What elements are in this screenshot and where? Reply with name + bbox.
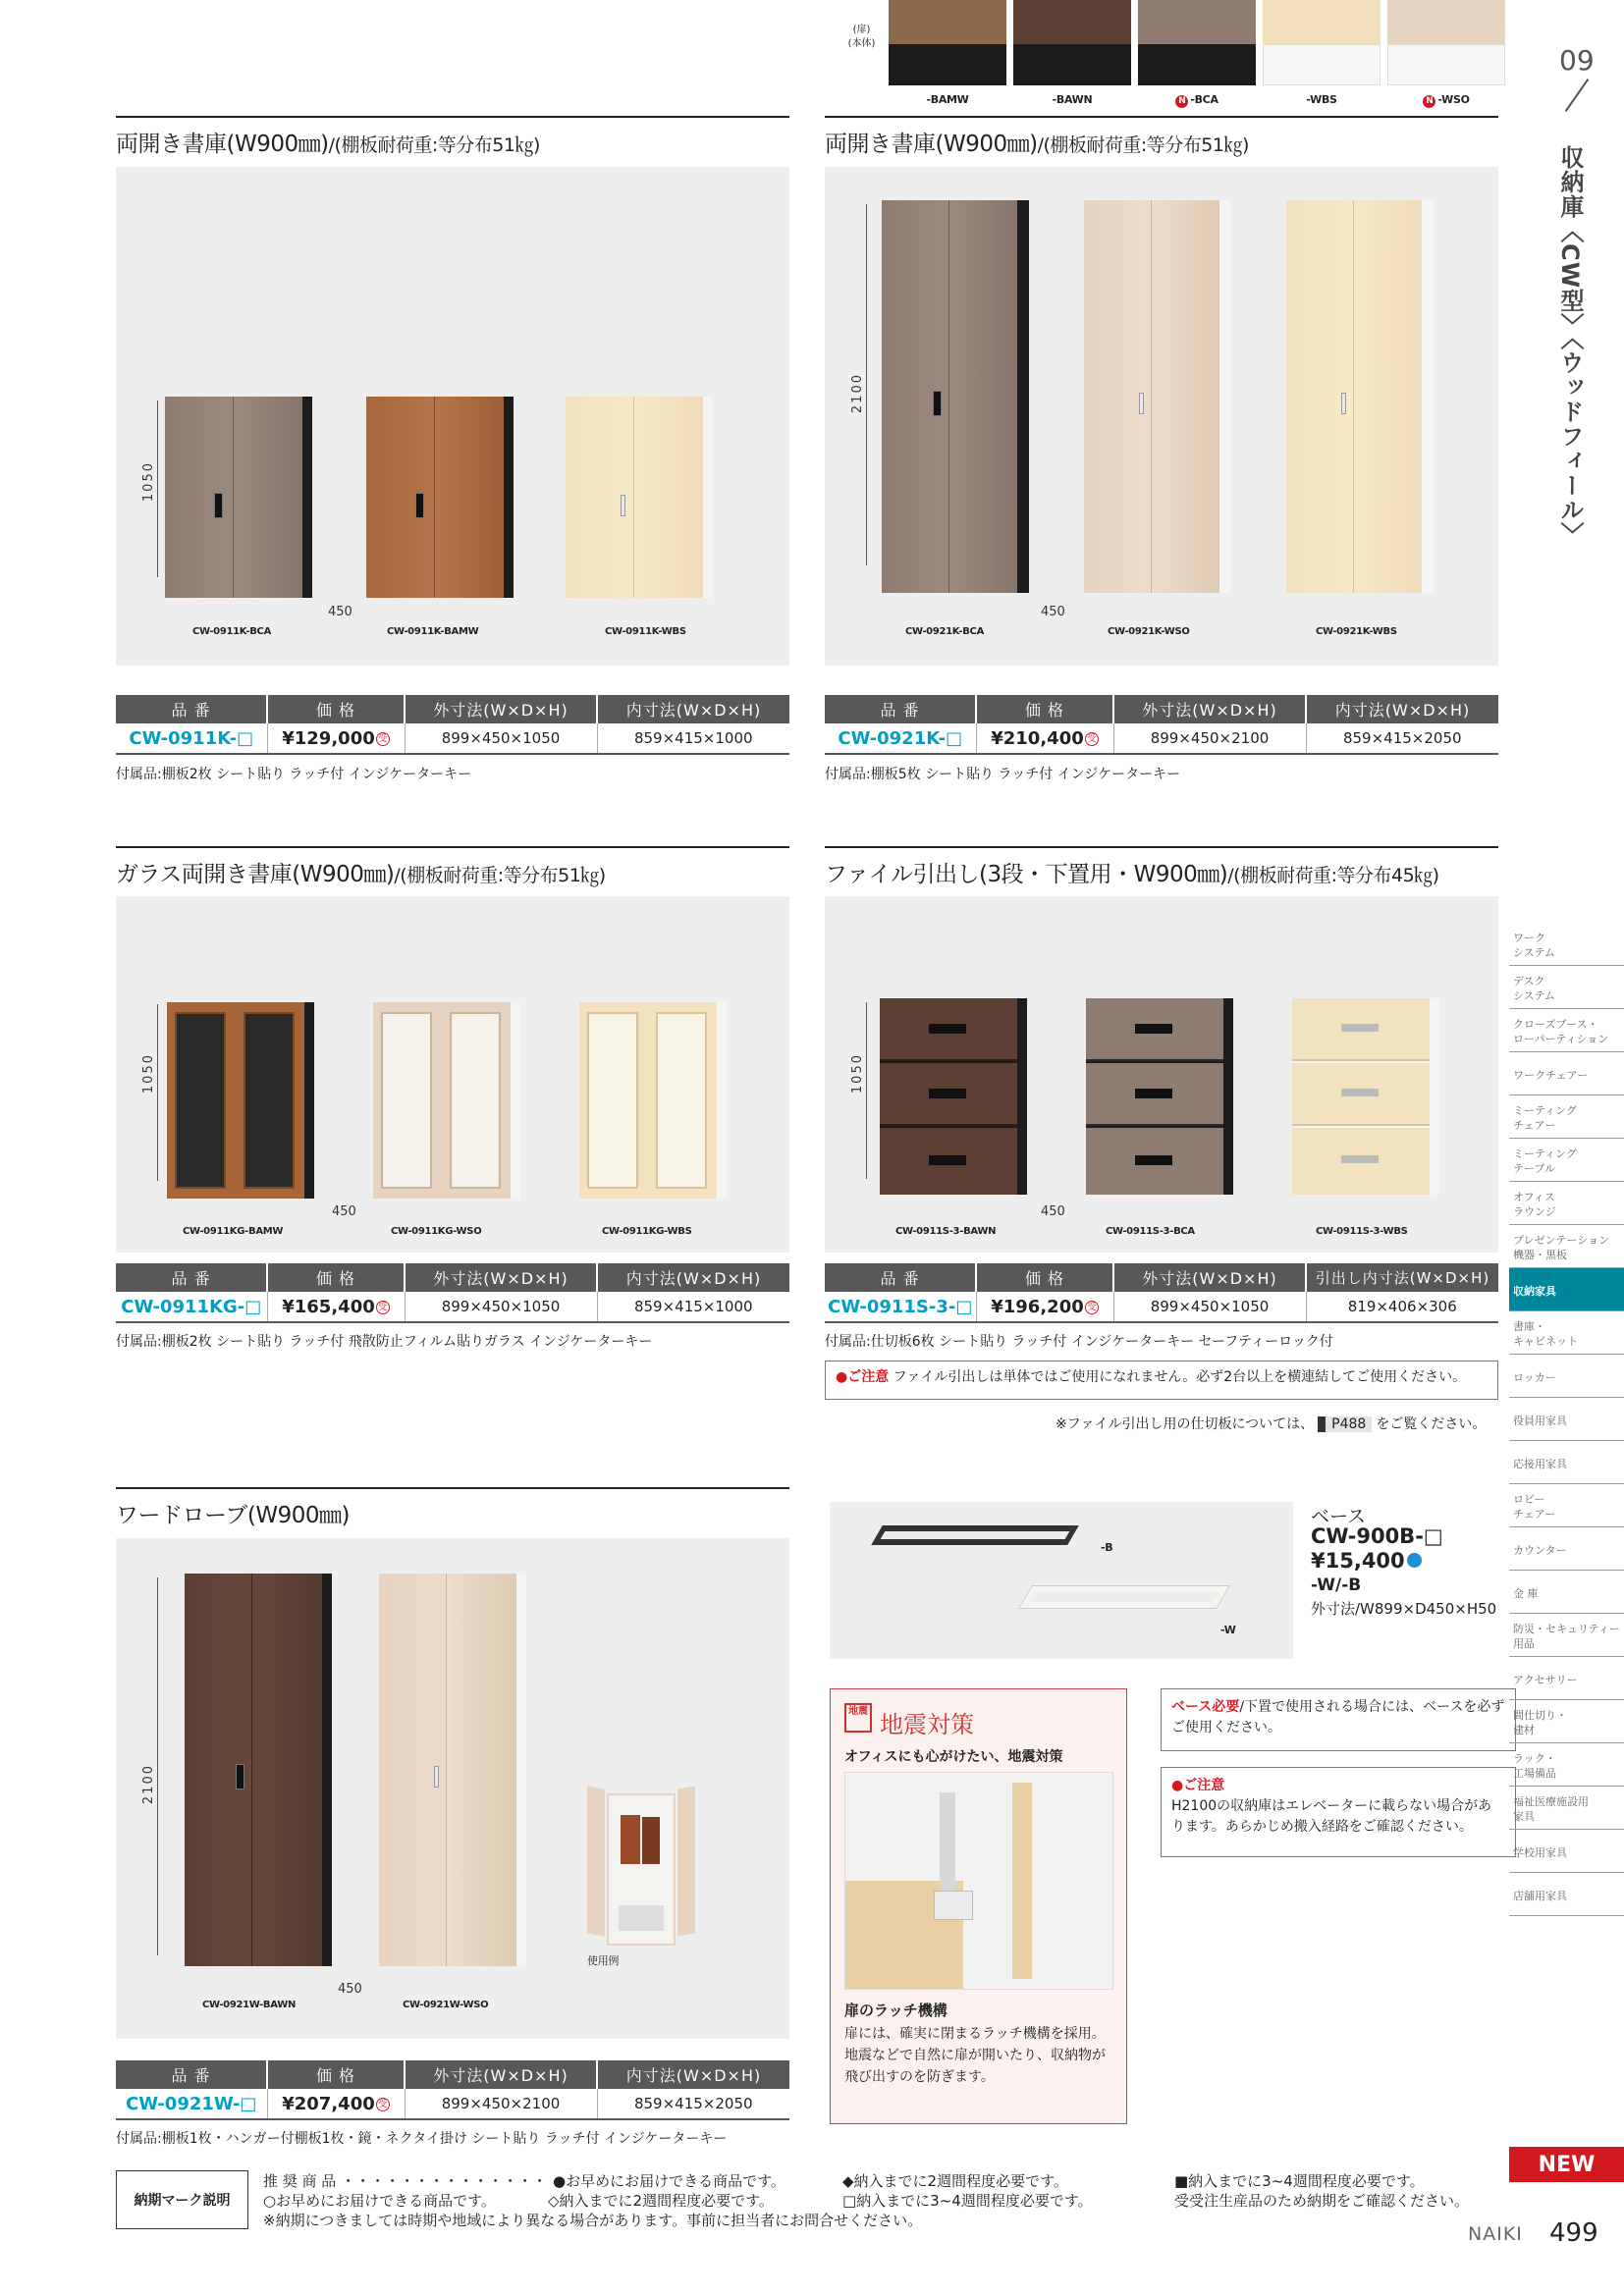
sidebar-category-item[interactable]: 収納家具 bbox=[1509, 1268, 1624, 1311]
section-title-text: ファイル引出し(3段・下置用・W900㎜) bbox=[825, 862, 1228, 887]
body-color bbox=[1387, 44, 1505, 85]
handle-icon bbox=[621, 495, 625, 516]
product-price bbox=[267, 723, 405, 754]
cabinet-bca bbox=[165, 397, 312, 598]
height-dim: 1050 bbox=[850, 1053, 865, 1095]
spec-table-0911k bbox=[116, 695, 789, 755]
base-dims: 外寸法/W899×D450×H50 bbox=[1311, 1600, 1497, 1618]
legend-item: ■納入までに3~4週間程度必要です。 bbox=[1174, 2172, 1425, 2190]
cabinet-glass-wbs bbox=[579, 1002, 727, 1199]
base-image bbox=[830, 1502, 1293, 1659]
height-dim-line bbox=[866, 1002, 867, 1179]
inner-dims: 859×415×1000 bbox=[597, 1292, 789, 1322]
header-outer: 外寸法(W×D×H) bbox=[405, 2060, 597, 2089]
color-swatch bbox=[1387, 0, 1505, 85]
product-label: CW-0921W-WSO bbox=[403, 2000, 489, 2010]
depth-dim: 450 bbox=[1041, 605, 1065, 619]
product-label: CW-0911S-3-BCA bbox=[1106, 1226, 1195, 1237]
base-code: CW-900B-□ bbox=[1311, 1524, 1443, 1548]
latch-caption-title: 扉のラッチ機構 bbox=[844, 2002, 947, 2019]
product-image-0921w bbox=[116, 1538, 789, 2039]
height-dim-line bbox=[157, 1577, 158, 1955]
sidebar-category-item[interactable]: カウンター bbox=[1509, 1527, 1624, 1571]
accessories: 付属品:棚板5枚 シート貼り ラッチ付 インジケーターキー bbox=[825, 767, 1181, 782]
door-color bbox=[889, 0, 1006, 44]
height-caution-note bbox=[1161, 1767, 1516, 1857]
sidebar-category-item[interactable]: 金 庫 bbox=[1509, 1571, 1624, 1614]
price-value: ¥196,200 bbox=[991, 1296, 1084, 1317]
swatch-code-text: -BAWN bbox=[1052, 93, 1093, 106]
product-label: CW-0921K-BCA bbox=[905, 626, 985, 637]
handle-icon bbox=[214, 493, 223, 518]
accessories: 付属品:仕切板6枚 シート貼り ラッチ付 インジケーターキー セーフティーロック付 bbox=[825, 1334, 1333, 1350]
chapter-number: 09 bbox=[1559, 44, 1595, 77]
color-swatch bbox=[1138, 0, 1256, 85]
door-color bbox=[1387, 0, 1505, 44]
header-code: 品 番 bbox=[116, 2060, 267, 2089]
depth-dim: 450 bbox=[1041, 1204, 1065, 1219]
legend-item: ○お早めにお届けできる商品です。 bbox=[263, 2192, 496, 2210]
header-outer: 外寸法(W×D×H) bbox=[1113, 695, 1306, 723]
section-subtitle: /(棚板耐荷重:等分布45㎏) bbox=[1227, 865, 1439, 886]
sidebar-category-item[interactable]: ロッカー bbox=[1509, 1355, 1624, 1398]
handle-icon bbox=[434, 1766, 439, 1788]
drawer-cabinet-bca bbox=[1086, 998, 1233, 1195]
door-color bbox=[1263, 0, 1380, 44]
product-label: CW-0911S-3-WBS bbox=[1316, 1226, 1408, 1237]
product-label: CW-0911KG-WBS bbox=[602, 1226, 692, 1237]
header-code: 品 番 bbox=[116, 695, 267, 723]
made-to-order-icon: 受 bbox=[1085, 732, 1099, 746]
outer-dims: 899×450×2100 bbox=[405, 2089, 597, 2119]
legend-item: ●お早めにお届けできる商品です。 bbox=[553, 2172, 785, 2190]
product-code: CW-0911S-3-□ bbox=[825, 1292, 976, 1322]
legend-label: 納期マーク説明 bbox=[116, 2170, 248, 2229]
handle-icon bbox=[1341, 393, 1346, 414]
product-image-0911k bbox=[116, 167, 789, 666]
sidebar-category-item[interactable]: ミーティング テーブル bbox=[1509, 1139, 1624, 1182]
page-number: 499 bbox=[1549, 2218, 1598, 2248]
earthquake-box bbox=[830, 1688, 1127, 2124]
cabinet-bca bbox=[882, 200, 1029, 593]
spec-table-0921k bbox=[825, 695, 1498, 755]
header-inner: 内寸法(W×D×H) bbox=[597, 2060, 789, 2089]
made-to-order-icon: 受 bbox=[376, 2098, 390, 2111]
inner-dims: 859×415×1000 bbox=[597, 723, 789, 754]
door-color bbox=[1138, 0, 1256, 44]
section-title-text: 両開き書庫(W900㎜) bbox=[116, 132, 329, 157]
sidebar-category-item[interactable]: ロビー チェアー bbox=[1509, 1484, 1624, 1527]
outer-dims: 899×450×1050 bbox=[405, 723, 597, 754]
product-price bbox=[976, 723, 1113, 754]
quake-title: 地震対策 bbox=[880, 1711, 974, 1738]
door-color bbox=[1013, 0, 1131, 44]
header-inner: 内寸法(W×D×H) bbox=[597, 695, 789, 723]
spec-table-0911s3 bbox=[825, 1263, 1498, 1323]
swatch-code bbox=[1263, 93, 1380, 106]
sidebar-category-item[interactable]: 役員用家具 bbox=[1509, 1398, 1624, 1441]
cabinet-glass-bamw bbox=[167, 1002, 314, 1199]
inner-dims: 819×406×306 bbox=[1306, 1292, 1498, 1322]
price-value: ¥210,400 bbox=[991, 727, 1084, 749]
product-label: CW-0921K-WBS bbox=[1316, 626, 1397, 637]
product-label: CW-0911K-BAMW bbox=[387, 626, 479, 637]
body-color bbox=[1263, 44, 1380, 85]
made-to-order-icon: 受 bbox=[376, 732, 390, 746]
base-variants: -W/-B bbox=[1311, 1575, 1362, 1595]
depth-dim: 450 bbox=[328, 605, 352, 619]
latch-caption-text: 扉には、確実に閉まるラッチ機構を採用。地震などで自然に扉が開いたり、収納物が飛び出すのを防ぎます。 bbox=[844, 2026, 1106, 2085]
base-required-text: /下置で使用される場合には、ベースを必ずご使用ください。 bbox=[1171, 1699, 1505, 1735]
sidebar-category-item[interactable]: アクセサリー bbox=[1509, 1657, 1624, 1700]
sidebar-category-item[interactable]: ワークチェアー bbox=[1509, 1052, 1624, 1095]
cabinet-bamw bbox=[366, 397, 514, 598]
header-code: 品 番 bbox=[825, 695, 976, 723]
swatch-code-text: -WSO bbox=[1437, 93, 1470, 106]
color-swatch bbox=[1263, 0, 1380, 85]
header-code: 品 番 bbox=[825, 1263, 976, 1292]
quake-subtitle: オフィスにも心がけたい、地震対策 bbox=[844, 1749, 1063, 1765]
header-outer: 外寸法(W×D×H) bbox=[1113, 1263, 1306, 1292]
height-dim: 2100 bbox=[850, 373, 865, 414]
product-label: CW-0911KG-WSO bbox=[391, 1226, 482, 1237]
product-label: CW-0911K-BCA bbox=[192, 626, 272, 637]
section-subtitle: /(棚板耐荷重:等分布51㎏) bbox=[1037, 134, 1249, 156]
swatch-code bbox=[1138, 93, 1256, 108]
cabinet-wbs bbox=[1286, 200, 1434, 593]
cabinet-glass-wso bbox=[373, 1002, 520, 1199]
inner-dims: 859×415×2050 bbox=[597, 2089, 789, 2119]
category-sidebar bbox=[1509, 923, 1624, 1916]
body-color bbox=[1013, 44, 1131, 85]
section-title-text: ガラス両開き書庫(W900㎜) bbox=[116, 862, 395, 887]
product-label: CW-0921K-WSO bbox=[1108, 626, 1190, 637]
sidebar-category-item[interactable]: 間仕切り・ 建材 bbox=[1509, 1700, 1624, 1743]
handle-icon bbox=[933, 391, 942, 416]
legend-item: 受受注生産品のため納期をご確認ください。 bbox=[1174, 2192, 1470, 2210]
new-badge: NEW bbox=[1509, 2147, 1624, 2182]
drawer-caution bbox=[825, 1361, 1498, 1400]
section-title-0911s3 bbox=[825, 846, 1498, 888]
sidebar-category-item[interactable]: クローズブース・ ローパーティション bbox=[1509, 1009, 1624, 1052]
product-price bbox=[267, 1292, 405, 1322]
base-white bbox=[1020, 1586, 1229, 1608]
height-dim: 2100 bbox=[141, 1764, 156, 1805]
sidebar-category-item[interactable]: デスク システム bbox=[1509, 966, 1624, 1009]
header-price: 価 格 bbox=[267, 695, 405, 723]
section-title-0911k bbox=[116, 116, 789, 158]
product-label: CW-0911K-WBS bbox=[605, 626, 686, 637]
section-title-0921k bbox=[825, 116, 1498, 158]
height-caution-text: H2100の収納庫はエレベーターに載らない場合があります。あらかじめ搬入経路をご確認ください。 bbox=[1171, 1798, 1492, 1835]
ref-text: ※ファイル引出し用の仕切板については、 bbox=[1056, 1416, 1315, 1432]
header-inner: 内寸法(W×D×H) bbox=[1306, 695, 1498, 723]
chapter-title: 収納庫〈CW型〉〈ウッドフィール〉 bbox=[1556, 145, 1584, 548]
sidebar-category-item[interactable]: 店舗用家具 bbox=[1509, 1873, 1624, 1916]
base-black bbox=[871, 1525, 1079, 1545]
height-caution-label: ●ご注意 bbox=[1171, 1778, 1225, 1793]
handle-icon bbox=[236, 1764, 244, 1789]
section-title-0921w bbox=[116, 1487, 789, 1529]
section-subtitle: /(棚板耐荷重:等分布51㎏) bbox=[328, 134, 540, 156]
base-price-row bbox=[1311, 1549, 1422, 1573]
product-label: CW-0911KG-BAMW bbox=[183, 1226, 284, 1237]
height-dim: 1050 bbox=[141, 461, 156, 503]
swatch-code bbox=[1387, 93, 1505, 108]
swatch-code-text: -BCA bbox=[1190, 93, 1218, 106]
delivery-legend bbox=[116, 2170, 1490, 2229]
handle-icon bbox=[415, 493, 424, 518]
footer-brand: NAIKI bbox=[1468, 2223, 1523, 2245]
base-label-b: -B bbox=[1101, 1541, 1113, 1554]
header-price: 価 格 bbox=[267, 1263, 405, 1292]
price-value: ¥165,400 bbox=[282, 1296, 375, 1317]
price-value: ¥207,400 bbox=[282, 2093, 375, 2114]
depth-dim: 450 bbox=[332, 1204, 356, 1219]
partition-reference bbox=[1056, 1414, 1486, 1433]
quake-mark-icon: 地震 bbox=[844, 1703, 872, 1733]
header-code: 品 番 bbox=[116, 1263, 267, 1292]
usage-example-image bbox=[587, 1784, 705, 1949]
height-dim-line bbox=[157, 1004, 158, 1181]
wardrobe-bawn bbox=[185, 1574, 332, 1966]
product-price bbox=[976, 1292, 1113, 1322]
product-label: CW-0921W-BAWN bbox=[202, 2000, 297, 2010]
header-inner: 内寸法(W×D×H) bbox=[597, 1263, 789, 1292]
color-swatch bbox=[889, 0, 1006, 85]
legend-note: ※納期につきましては時期や地域により異なる場合があります。事前に担当者にお問合せください。 bbox=[263, 2212, 923, 2229]
swatch-code-text: -WBS bbox=[1306, 93, 1337, 106]
height-dim: 1050 bbox=[141, 1053, 156, 1095]
product-code: CW-0911KG-□ bbox=[116, 1292, 267, 1322]
swatch-code bbox=[889, 93, 1006, 106]
product-code: CW-0921W-□ bbox=[116, 2089, 267, 2119]
product-image-0911s3 bbox=[825, 896, 1498, 1253]
color-swatch bbox=[1013, 0, 1131, 85]
sidebar-category-item[interactable]: 応接用家具 bbox=[1509, 1441, 1624, 1484]
sidebar-category-item[interactable]: 防災・セキュリティー 用品 bbox=[1509, 1614, 1624, 1657]
price-value: ¥129,000 bbox=[282, 727, 375, 749]
product-image-0911kg bbox=[116, 896, 789, 1253]
usage-label: 使用例 bbox=[587, 1954, 620, 1967]
header-drawer-inner: 引出し内寸法(W×D×H) bbox=[1306, 1263, 1498, 1292]
base-title: ベース bbox=[1311, 1506, 1367, 1527]
latch-image bbox=[844, 1772, 1113, 1990]
swatch-code bbox=[1013, 93, 1131, 106]
in-stock-icon bbox=[1407, 1553, 1422, 1568]
accessories: 付属品:棚板2枚 シート貼り ラッチ付 飛散防止フィルム貼りガラス インジケーターキー bbox=[116, 1334, 653, 1350]
body-color bbox=[1138, 44, 1256, 85]
header-price: 価 格 bbox=[976, 695, 1113, 723]
spec-table-0911kg bbox=[116, 1263, 789, 1323]
legend-item: ◆納入までに2週間程度必要です。 bbox=[842, 2172, 1068, 2190]
cabinet-wso bbox=[1084, 200, 1231, 593]
sidebar-category-item[interactable]: 学校用家具 bbox=[1509, 1830, 1624, 1873]
header-outer: 外寸法(W×D×H) bbox=[405, 1263, 597, 1292]
depth-dim: 450 bbox=[338, 1982, 362, 1997]
made-to-order-icon: 受 bbox=[376, 1301, 390, 1314]
handle-icon bbox=[1139, 393, 1144, 414]
inner-dims: 859×415×2050 bbox=[1306, 723, 1498, 754]
section-title-0911kg bbox=[116, 846, 789, 888]
made-to-order-icon: 受 bbox=[1085, 1301, 1099, 1314]
new-mark-icon: N bbox=[1423, 95, 1435, 108]
sidebar-category-item[interactable]: オフィス ラウンジ bbox=[1509, 1182, 1624, 1225]
outer-dims: 899×450×1050 bbox=[405, 1292, 597, 1322]
legend-item: □納入までに3~4週間程度必要です。 bbox=[842, 2192, 1093, 2210]
header-price: 価 格 bbox=[976, 1263, 1113, 1292]
section-title-text: 両開き書庫(W900㎜) bbox=[825, 132, 1038, 157]
base-price: ¥15,400 bbox=[1311, 1549, 1405, 1573]
section-title-text: ワードローブ(W900㎜) bbox=[116, 1503, 350, 1528]
sidebar-category-item[interactable]: プレゼンテーション 機器・黒板 bbox=[1509, 1225, 1624, 1268]
outer-dims: 899×450×1050 bbox=[1113, 1292, 1306, 1322]
base-label-w: -W bbox=[1220, 1624, 1236, 1636]
outer-dims: 899×450×2100 bbox=[1113, 723, 1306, 754]
caution-text: ファイル引出しは単体ではご使用になれません。必ず2台以上を横連結してご使用ください。 bbox=[893, 1369, 1467, 1385]
swatch-label: (扉) (本体) bbox=[847, 25, 876, 49]
ref-text-end: をご覧ください。 bbox=[1376, 1416, 1487, 1432]
drawer-cabinet-bawn bbox=[880, 998, 1027, 1195]
header-outer: 外寸法(W×D×H) bbox=[405, 695, 597, 723]
wardrobe-wso bbox=[379, 1574, 526, 1966]
drawer-cabinet-wbs bbox=[1292, 998, 1439, 1195]
body-color bbox=[889, 44, 1006, 85]
height-dim-line bbox=[157, 400, 158, 577]
product-image-0921k bbox=[825, 167, 1498, 666]
base-required-note bbox=[1161, 1688, 1516, 1751]
swatch-code-text: -BAMW bbox=[926, 93, 969, 106]
cabinet-wbs-graphic bbox=[566, 397, 713, 598]
product-price bbox=[267, 2089, 405, 2119]
accessories: 付属品:棚板1枚・ハンガー付棚板1枚・鏡・ネクタイ掛け シート貼り ラッチ付 インジケーターキー bbox=[116, 2131, 728, 2147]
caution-label: ●ご注意 bbox=[836, 1369, 890, 1385]
product-code: CW-0921K-□ bbox=[825, 723, 976, 754]
sidebar-category-item[interactable]: 書庫・ キャビネット bbox=[1509, 1311, 1624, 1355]
sidebar-category-item[interactable]: ラック・ 工場備品 bbox=[1509, 1743, 1624, 1787]
sidebar-category-item[interactable]: ワーク システム bbox=[1509, 923, 1624, 966]
sidebar-category-item[interactable]: ミーティング チェアー bbox=[1509, 1095, 1624, 1139]
legend-item: 推 奨 商 品 ・・・・・・・・・・・・・・ bbox=[263, 2172, 548, 2190]
sidebar-category-item[interactable]: 福祉医療施設用 家具 bbox=[1509, 1787, 1624, 1830]
product-code: CW-0911K-□ bbox=[116, 723, 267, 754]
base-required-label: ベース必要 bbox=[1171, 1699, 1240, 1715]
chapter-divider bbox=[1565, 79, 1590, 112]
page-ref-link[interactable]: P488 bbox=[1318, 1416, 1372, 1432]
section-subtitle: /(棚板耐荷重:等分布51㎏) bbox=[394, 865, 606, 886]
legend-item: ◇納入までに2週間程度必要です。 bbox=[548, 2192, 774, 2210]
header-price: 価 格 bbox=[267, 2060, 405, 2089]
height-dim-line bbox=[866, 204, 867, 565]
accessories: 付属品:棚板2枚 シート貼り ラッチ付 インジケーターキー bbox=[116, 767, 472, 782]
product-label: CW-0911S-3-BAWN bbox=[895, 1226, 997, 1237]
spec-table-0921w bbox=[116, 2060, 789, 2120]
new-mark-icon: N bbox=[1175, 95, 1188, 108]
